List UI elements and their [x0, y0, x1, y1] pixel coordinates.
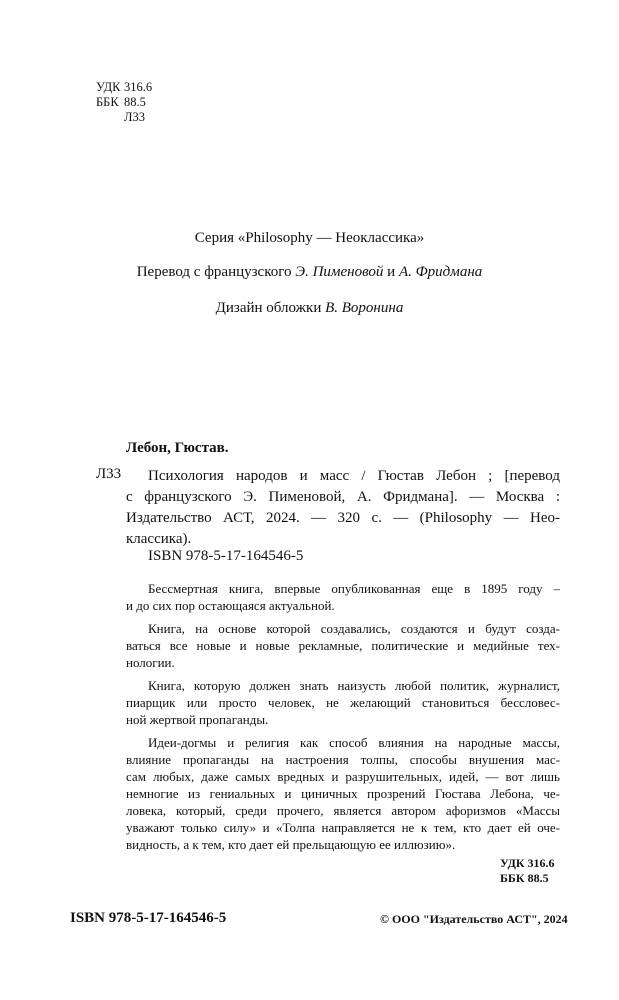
- classification-codes: [96, 80, 152, 125]
- design-line: [0, 300, 619, 317]
- catalog-line: классика).: [126, 531, 192, 547]
- annotation-line: немногие из гениальных и циничных прозрений Гюстава Лебона, че-: [126, 786, 560, 801]
- translation-prefix: Перевод с французского: [136, 264, 296, 280]
- catalog-isbn: ISBN 978-5-17-164546-5: [148, 548, 304, 564]
- catalog-cutter: Л33: [96, 466, 122, 482]
- catalog-line: Издательство АСТ, 2024. — 320 с. — (Philosophy — Нео-: [126, 510, 560, 526]
- designer-name: В. Воронина: [325, 300, 404, 316]
- bbk-bottom: ББК 88.5: [500, 871, 549, 885]
- udk-value: 316.6: [124, 80, 153, 94]
- annotation-line: ловека, который, среди прочего, является автором афоризмов «Массы: [126, 803, 560, 818]
- annotation-line: ваться все новые и новые рекламные, политические и медийные тех-: [126, 638, 560, 653]
- bbk-label: ББК: [96, 95, 119, 109]
- annotation-paragraph: [126, 580, 560, 614]
- annotation-line: и до сих пор остающаяся актуальной.: [126, 598, 335, 613]
- annotation-line: ной жертвой пропаганды.: [126, 712, 269, 727]
- annotation-line: Идеи-догмы и религия как способ влияния на народные массы,: [148, 735, 560, 750]
- annotation-line: Бессмертная книга, впервые опубликованная еще в 1895 году –: [148, 581, 560, 596]
- annotation-paragraph: [126, 734, 560, 853]
- annotation: [126, 580, 560, 859]
- annotation-paragraph: [126, 677, 560, 728]
- annotation-line: нологии.: [126, 655, 175, 670]
- footer-isbn: ISBN 978-5-17-164546-5: [70, 910, 227, 926]
- annotation-line: влияние пропаганды на настроения толпы, способы внушения мас-: [126, 752, 560, 767]
- catalog-line: с французского Э. Пименовой, А. Фридмана]. — Москва :: [126, 489, 560, 505]
- catalog-line: Психология народов и масс / Гюстав Лебон ; [перевод: [148, 468, 560, 484]
- translator-2: А. Фридмана: [398, 264, 483, 280]
- catalog-author: Лебон, Гюстав.: [126, 440, 229, 456]
- bbk-value: 88.5: [124, 95, 146, 109]
- series-line: Серия «Philosophy — Неоклассика»: [194, 230, 425, 246]
- cutter-code: Л33: [124, 110, 145, 124]
- classification-codes-bottom: [500, 856, 555, 886]
- catalog-entry: [126, 466, 560, 550]
- udk-label: УДК: [96, 80, 121, 94]
- footer-copyright: © ООО "Издательство АСТ", 2024: [380, 912, 568, 926]
- annotation-line: сам любых, даже самых вредных и разрушительных, идей, — вот лишь: [126, 769, 560, 784]
- translator-1: Э. Пименовой: [295, 264, 384, 280]
- annotation-line: Книга, на основе которой создавались, создаются и будут созда-: [148, 621, 560, 636]
- translation-and: и: [383, 264, 399, 280]
- annotation-line: пиарщик или просто человек, не желающий становиться бессловес-: [126, 695, 560, 710]
- design-prefix: Дизайн обложки: [215, 300, 326, 316]
- annotation-line: видность, а к тем, кто дает ей прельщающую ее иллюзию».: [126, 837, 456, 852]
- udk-bottom: УДК 316.6: [500, 856, 555, 870]
- annotation-line: уважают только силу» и «Толпа направляется не к тем, кто дает ей оче-: [126, 820, 560, 835]
- annotation-line: Книга, которую должен знать наизусть любой политик, журналист,: [148, 678, 560, 693]
- translation-line: [0, 264, 619, 281]
- annotation-paragraph: [126, 620, 560, 671]
